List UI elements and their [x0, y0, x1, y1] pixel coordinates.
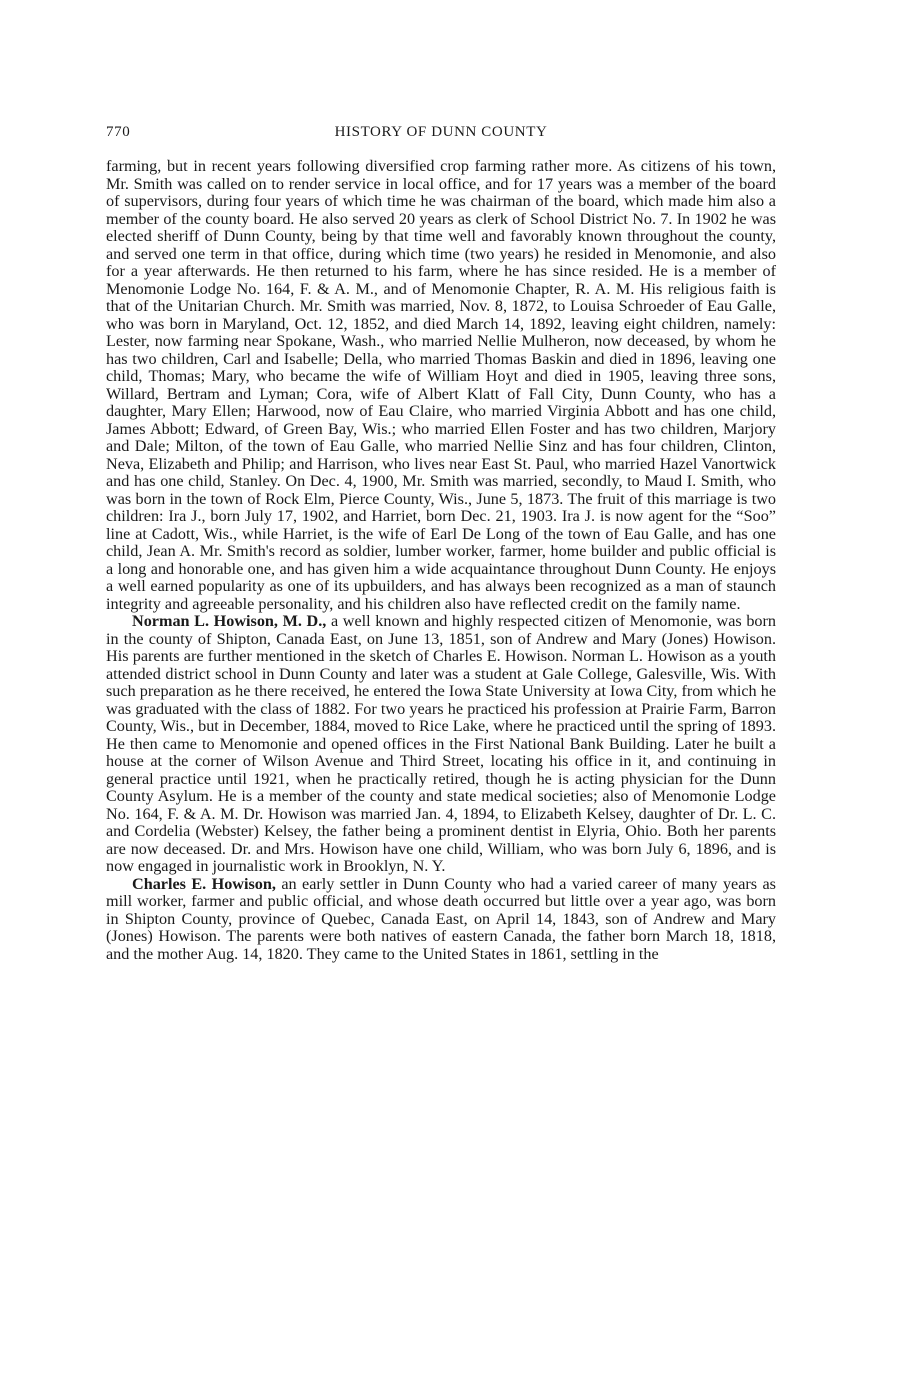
charles-howison-paragraph	[106, 876, 776, 964]
smith-biography-paragraph	[106, 158, 776, 613]
paragraph-text: an early settler in Dunn County who had a varied career of many years as mill worker, farmer and public official, and whose death occurred but little over a year ago, was born in Shipton County, province of Quebec, Canada East, on April 14, 1843, son of Andrew and Mary (Jones) Howison. The parents were both natives of eastern Canada, the father born March 18, 1818, and the mother Aug. 14, 1820. They came to the United States in 1861, settling in the	[106, 874, 776, 963]
body-text	[106, 158, 776, 963]
running-title: HISTORY OF DUNN COUNTY	[334, 124, 548, 140]
paragraph-text: a well known and highly respected citizen of Menomonie, was born in the county of Shipton, Canada East, on June 13, 1851, son of Andrew and Mary (Jones) Howison. His parents are further mentioned in the sketch of Charles E. Howison. Norman L. Howison as a youth attended district school in Dunn County and later was a student at Gale College, Galesville, Wis. With such preparation as he there received, he entered the Iowa State University at Iowa City, from which he was graduated with the class of 1882. For two years he practiced his profession at Prairie Farm, Barron County, Wis., but in December, 1884, moved to Rice Lake, where he practiced until the spring of 1893. He then came to Menomonie and opened offices in the First National Bank Building. Later he built a house at the corner of Wilson Avenue and Third Street, locating his office in it, and continuing in general practice until 1921, when he practically retired, though he is acting physician for the Dunn County Asylum. He is a member of the county and state medical societies; also of Menomonie Lodge No. 164, F. & A. M. Dr. Howison was married Jan. 4, 1894, to Elizabeth Kelsey, daughter of Dr. L. C. and Cordelia (Webster) Kelsey, the father being a prominent dentist in Elyria, Ohio. Both her parents are now deceased. Dr. and Mrs. Howison have one child, William, who was born July 6, 1896, and is now engaged in journalistic work in Brooklyn, N. Y.	[106, 612, 776, 875]
subject-name-heading: Norman L. Howison, M. D.,	[132, 612, 327, 630]
norman-howison-paragraph	[106, 613, 776, 876]
subject-name-heading: Charles E. Howison,	[132, 874, 276, 893]
book-page	[106, 120, 776, 963]
paragraph-text: farming, but in recent years following diversified crop farming rather more. As citizens of his town, Mr. Smith was called on to render service in local office, and for 17 years was a member of the board of supervisors, during four years of which time he was chairman of the board, which made him also a member of the county board. He also served 20 years as clerk of School District No. 7. In 1902 he was elected sheriff of Dunn County, being by that time well and favorably known throughout the county, and served one term in that office, during which time (two years) he resided in Menomonie, and also for a year afterwards. He then returned to his farm, where he has since resided. He is a member of Menomonie Lodge No. 164, F. & A. M., and of Menomonie Chapter, R. A. M. His religious faith is that of the Unitarian Church. Mr. Smith was married, Nov. 8, 1872, to Louisa Schroeder of Eau Galle, who was born in Maryland, Oct. 12, 1852, and died March 14, 1892, leaving eight children, namely: Lester, now farming near Spokane, Wash., who married Nellie Mulheron, now deceased, by whom he has two children, Carl and Isabelle; Della, who married Thomas Baskin and died in 1896, leaving one child, Thomas; Mary, who became the wife of William Hoyt and died in 1905, leaving three sons, Willard, Bertram and Lyman; Cora, wife of Albert Klatt of Fall City, Dunn County, who has a daughter, Mary Ellen; Harwood, now of Eau Claire, who married Virginia Abbott and has one child, James Abbott; Edward, of Green Bay, Wis.; who married Ellen Foster and has two children, Marjory and Dale; Milton, of the town of Eau Galle, who married Nellie Sinz and has four children, Clinton, Neva, Elizabeth and Philip; and Harrison, who lives near East St. Paul, who married Hazel Vanortwick and has one child, Stanley. On Dec. 4, 1900, Mr. Smith was married, secondly, to Maud I. Smith, who was born in the town of Rock Elm, Pierce County, Wis., June 5, 1873. The fruit of this marriage is two children: Ira J., born July 17, 1902, and Harriet, born Dec. 21, 1903. Ira J. is now agent for the “Soo” line at Cadott, Wis., while Harriet, is the wife of Earl De Long of the town of Eau Galle, and has one child, Jean A. Mr. Smith's record as soldier, lumber worker, farmer, home builder and public official is a long and honorable one, and has given him a wide acquaintance throughout Dunn County. He enjoys a well earned popularity as one of its upbuilders, and has always been recognized as a man of staunch integrity and agreeable personality, and his children also have reflected credit on the family name.	[106, 157, 776, 613]
page-number: 770	[106, 124, 131, 140]
running-head	[106, 120, 776, 146]
